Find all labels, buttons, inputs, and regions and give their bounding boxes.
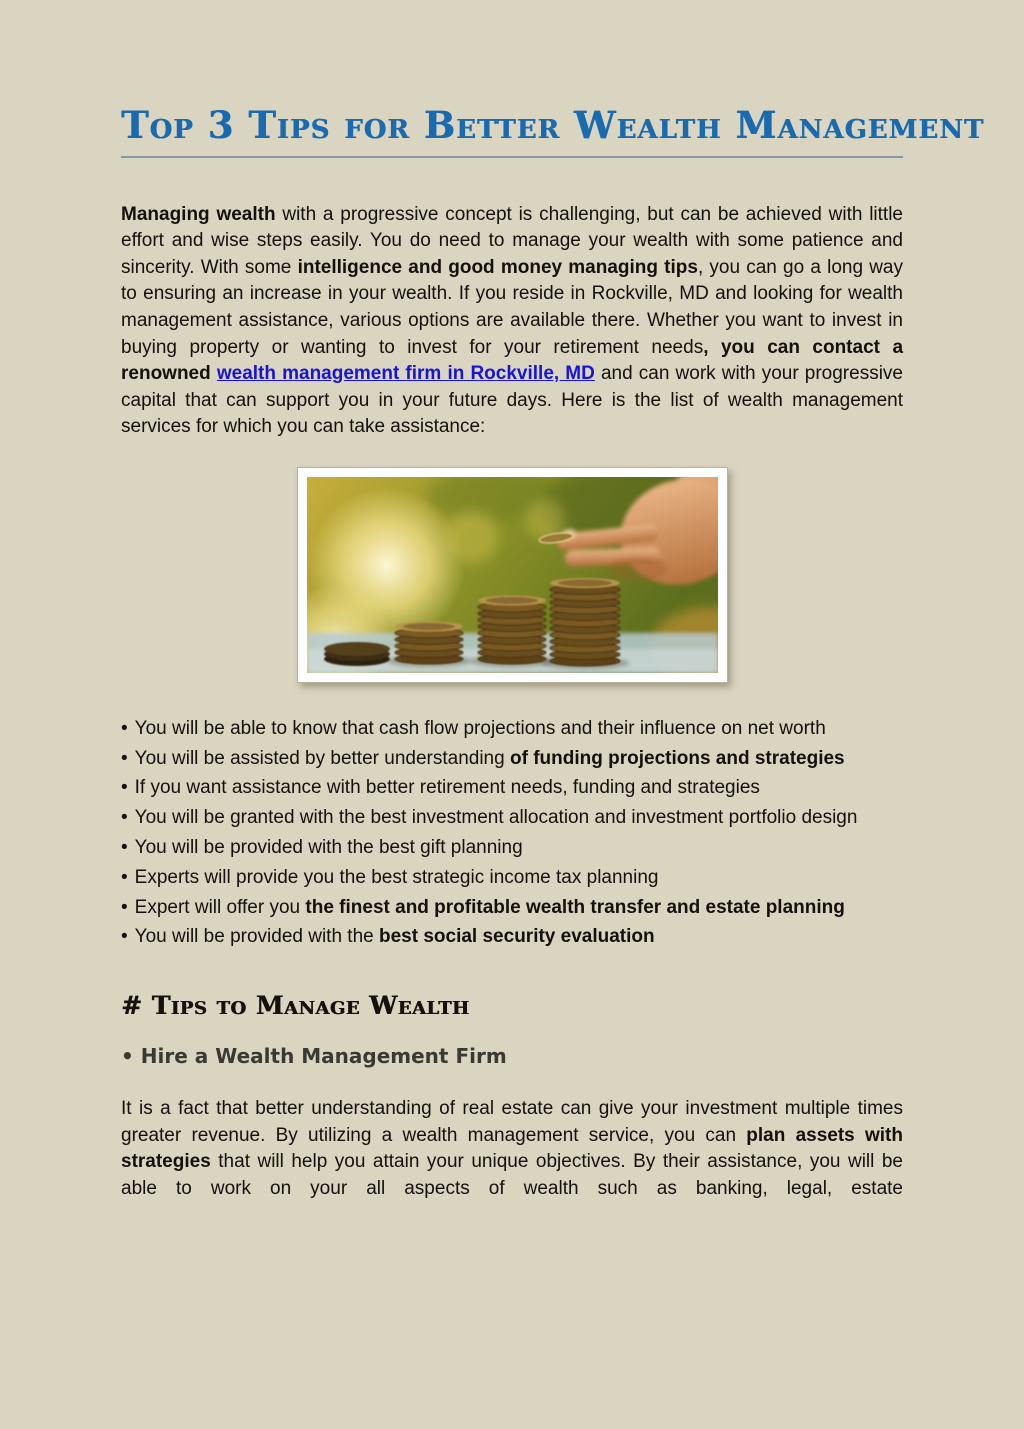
list-item-text: Expert will offer you the finest and profitable wealth transfer and estate planning xyxy=(134,896,845,918)
list-item xyxy=(121,833,903,863)
bullet-marker: • xyxy=(121,717,128,739)
list-item-text: You will be able to know that cash flow projections and their influence on net worth xyxy=(134,717,826,739)
coin-stack-medium xyxy=(478,595,546,664)
closing-paragraph: It is a fact that better understanding of real estate can give your investment multiple times greater revenue. By utilizing a wealth management service, you can plan assets with strategies that will help you attain your unique objectives. By their assistance, you will be able to work on your all aspects of wealth such as banking, legal, estate xyxy=(121,1098,903,1200)
subsection-heading-text: Hire a Wealth Management Firm xyxy=(140,1044,507,1069)
hand-stacking-coins-photo xyxy=(307,477,718,673)
list-item xyxy=(121,893,903,923)
section-heading: # Tips to Manage Wealth xyxy=(121,991,470,1021)
subsection-heading xyxy=(121,1044,903,1068)
list-item xyxy=(121,744,903,774)
flat-coin-pile xyxy=(324,642,390,666)
bullet-marker: • xyxy=(121,747,128,769)
list-item-text: You will be provided with the best social security evaluation xyxy=(134,926,655,948)
bullet-marker: • xyxy=(121,837,128,859)
list-item xyxy=(121,773,903,803)
page-title: Top 3 Tips for Better Wealth Management xyxy=(121,103,985,147)
list-item xyxy=(121,922,903,952)
bullet-marker: • xyxy=(121,866,128,888)
bullet-marker: • xyxy=(121,1044,134,1069)
list-item xyxy=(121,863,903,893)
services-list xyxy=(121,714,903,952)
photo-frame xyxy=(297,467,728,683)
bullet-marker: • xyxy=(121,896,128,918)
coin-stack-tall xyxy=(550,578,620,666)
list-item-text: You will be granted with the best investment allocation and investment portfolio design xyxy=(134,807,858,829)
list-item-text: You will be provided with the best gift planning xyxy=(134,837,523,859)
wealth-management-firm-link[interactable]: wealth management firm in Rockville, MD xyxy=(216,363,595,385)
document-page xyxy=(0,104,1024,1429)
list-item-text: If you want assistance with better retirement needs, funding and strategies xyxy=(134,777,760,799)
list-item-text: Experts will provide you the best strategic income tax planning xyxy=(134,866,659,888)
bullet-marker: • xyxy=(121,807,128,829)
bullet-marker: • xyxy=(121,777,128,799)
bullet-marker: • xyxy=(121,926,128,948)
list-item xyxy=(121,803,903,833)
title-divider xyxy=(121,156,903,158)
list-item-text: You will be assisted by better understanding of funding projections and strategies xyxy=(134,747,845,769)
list-item xyxy=(121,714,903,744)
intro-paragraph: Managing wealth with a progressive concept is challenging, but can be achieved with little effort and wise steps easily. You do need to manage your wealth with some patience and sincerity. With some intelligence and good money managing tips, you can go a long way to ensuring an increase in your wealth. If you reside in Rockville, MD and looking for wealth management assistance, various options are available there. Whether you want to invest in buying property or wanting to invest for your retirement needs, you can contact a renowned wealth management firm in Rockville, MD and can work with your progressive capital that can support you in your future days. Here is the list of wealth management services for which you can take assistance: xyxy=(121,203,904,438)
coin-stack-small xyxy=(395,621,463,664)
